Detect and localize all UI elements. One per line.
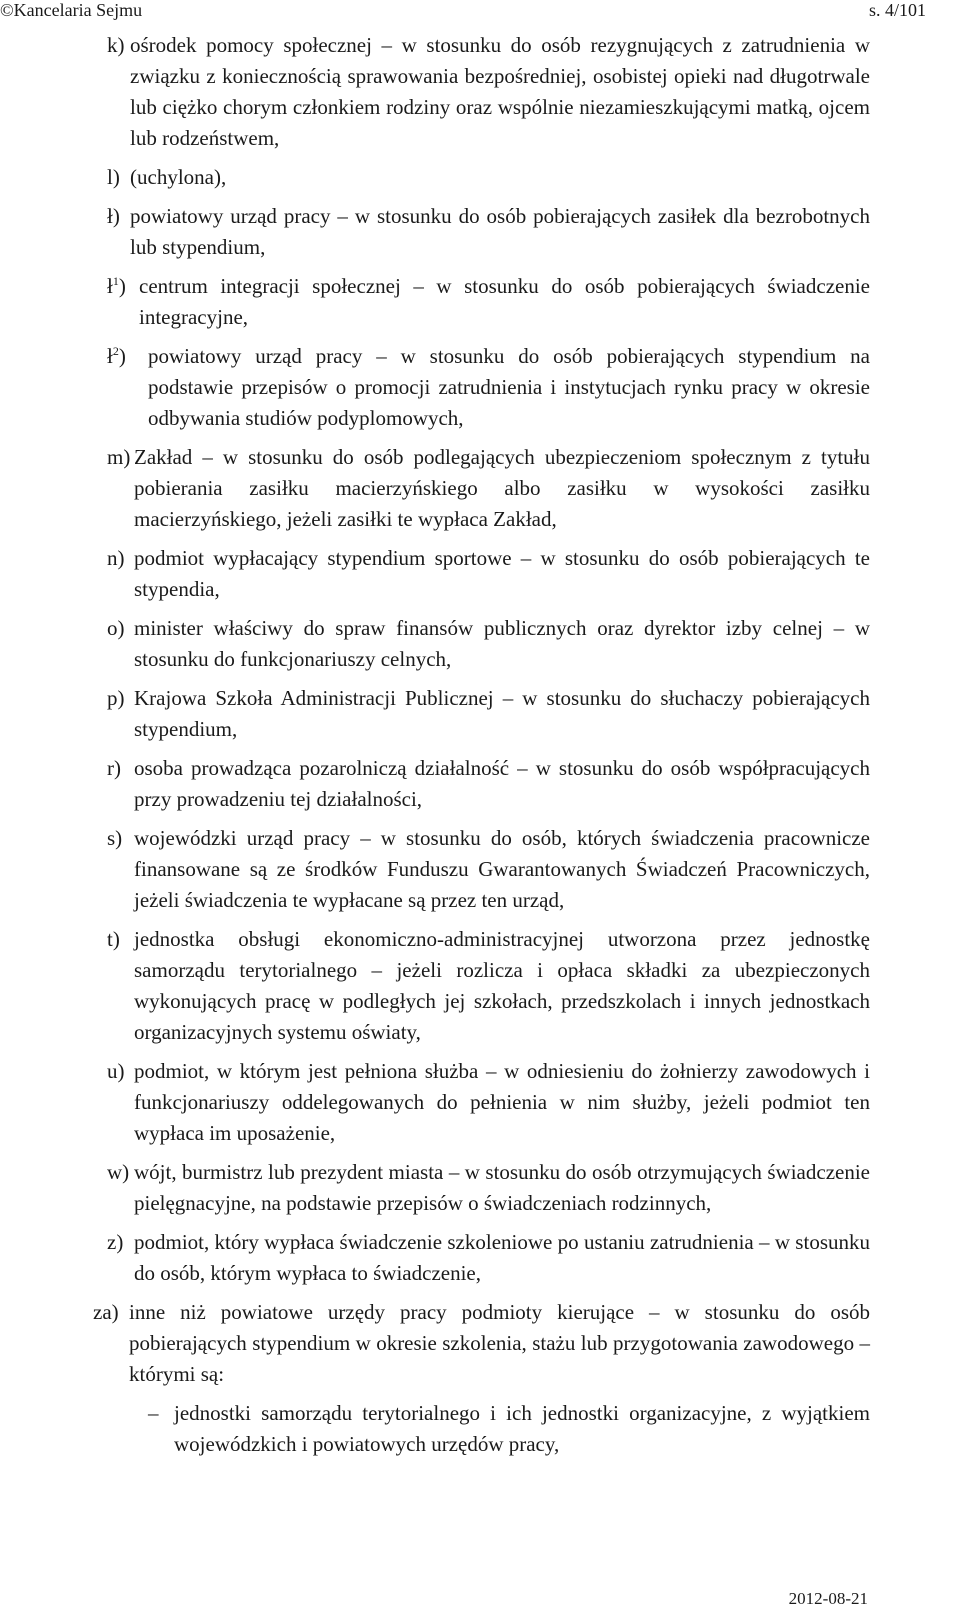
item-text: powiatowy urząd pracy – w stosunku do osób pobierających stypendium na podstawie przepisów o promocji zatrudnienia i instytucjach rynku pracy w okresie odbywania studiów podyplomowych, — [148, 344, 870, 430]
item-label: t) — [107, 927, 120, 951]
list-item-w — [107, 1157, 870, 1219]
item-text: wojewódzki urząd pracy – w stosunku do osób, których świadczenia pracownicze finansowane są ze środków Funduszu Gwarantowanych Świadczeń Pracowniczych, jeżeli świadczenia te wypłacane są przez ten urząd, — [134, 826, 870, 912]
list-item-l-stroke-2 — [107, 341, 870, 434]
item-label: n) — [107, 546, 125, 570]
item-text: inne niż powiatowe urzędy pracy podmioty kierujące – w stosunku do osób pobierających stypendium w okresie szkolenia, stażu lub przygotowania zawodowego – którymi są: — [129, 1300, 870, 1386]
item-label-superscript: 2 — [112, 344, 119, 358]
item-label: za) — [93, 1300, 119, 1324]
list-item-l-stroke-1 — [107, 271, 870, 333]
list-item-u — [107, 1056, 870, 1149]
list-item-m — [107, 442, 870, 535]
item-label: p) — [107, 686, 125, 710]
item-label: s) — [107, 826, 123, 850]
item-text: podmiot, który wypłaca świadczenie szkoleniowe po ustaniu zatrudnienia – w stosunku do osób, którym wypłaca to świadczenie, — [134, 1230, 870, 1285]
item-label: r) — [107, 756, 121, 780]
list-item-z — [107, 1227, 870, 1289]
item-label: ł) — [107, 204, 120, 228]
item-text: osoba prowadząca pozarolniczą działalność – w stosunku do osób współpracujących przy prowadzeniu tej działalności, — [134, 756, 870, 811]
list-item-o — [107, 613, 870, 675]
item-text: Krajowa Szkoła Administracji Publicznej – w stosunku do słuchaczy pobierających stypendium, — [134, 686, 870, 741]
item-text: powiatowy urząd pracy – w stosunku do osób pobierających zasiłek dla bezrobotnych lub stypendium, — [130, 204, 870, 259]
dash-list-item — [148, 1398, 870, 1460]
list-item-l — [107, 162, 870, 193]
item-text: ośrodek pomocy społecznej – w stosunku do osób rezygnujących z zatrudnienia w związku z koniecznością sprawowania bezpośredniej, osobistej opieki nad długotrwale lub ciężko chorym członkiem rodziny oraz wspólnie niezamieszkującymi matką, ojcem lub rodzeństwem, — [130, 33, 870, 150]
header-copyright: ©Kancelaria Sejmu — [0, 0, 143, 20]
item-text: Zakład – w stosunku do osób podlegających ubezpieczeniom społecznym z tytułu pobierania zasiłku macierzyńskiego albo zasiłku w wysokości zasiłku macierzyńskiego, jeżeli zasiłki te wypłaca Zakład, — [134, 445, 870, 531]
list-item-za — [93, 1297, 870, 1390]
item-text: podmiot, w którym jest pełniona służba – w odniesieniu do żołnierzy zawodowych i funkcjonariuszy oddelegowanych do pełnienia w nim służby, jeżeli podmiot ten wypłaca im uposażenie, — [134, 1059, 870, 1145]
list-item-s — [107, 823, 870, 916]
item-label: u) — [107, 1059, 125, 1083]
list-item-t — [107, 924, 870, 1048]
item-label: $ł^1$) — [107, 274, 126, 298]
list-item-n — [107, 543, 870, 605]
item-label: z) — [107, 1230, 124, 1254]
item-text: centrum integracji społecznej – w stosunku do osób pobierających świadczenie integracyjne, — [139, 274, 870, 329]
item-text: wójt, burmistrz lub prezydent miasta – w stosunku do osób otrzymujących świadczenie pielęgnacyjne, na podstawie przepisów o świadczeniach rodzinnych, — [134, 1160, 870, 1215]
page-number: s. 4/101 — [868, 0, 926, 20]
list-item-r — [107, 753, 870, 815]
item-label: k) — [107, 33, 125, 57]
item-label: o) — [107, 616, 125, 640]
dash-marker: – — [148, 1401, 159, 1425]
item-label: $ł^2$) — [107, 344, 126, 368]
item-text: podmiot wypłacający stypendium sportowe – w stosunku do osób pobierających te stypendia, — [134, 546, 870, 601]
list-item-k — [107, 30, 870, 154]
list-item-p — [107, 683, 870, 745]
item-label: w) — [107, 1160, 130, 1184]
item-label: l) — [107, 165, 120, 189]
dash-item-text: jednostki samorządu terytorialnego i ich jednostki organizacyjne, z wyjątkiem wojewódzkich i powiatowych urzędów pracy, — [174, 1401, 870, 1456]
footer-date: 2012-08-21 — [788, 1589, 868, 1608]
item-label-superscript: 1 — [112, 274, 119, 288]
item-text: jednostka obsługi ekonomiczno-administracyjnej utworzona przez jednostkę samorządu terytorialnego – jeżeli rozlicza i opłaca składki za ubezpieczonych wykonujących pracę w podległych jej szkołach, przedszkolach i innych jednostkach organizacyjnych systemu oświaty, — [134, 927, 870, 1044]
item-text: minister właściwy do spraw finansów publicznych oraz dyrektor izby celnej – w stosunku do funkcjonariuszy celnych, — [134, 616, 870, 671]
list-item-l-stroke — [107, 201, 870, 263]
item-text: (uchylona), — [130, 165, 227, 189]
document-body — [93, 30, 870, 1460]
item-label: m) — [107, 445, 131, 469]
